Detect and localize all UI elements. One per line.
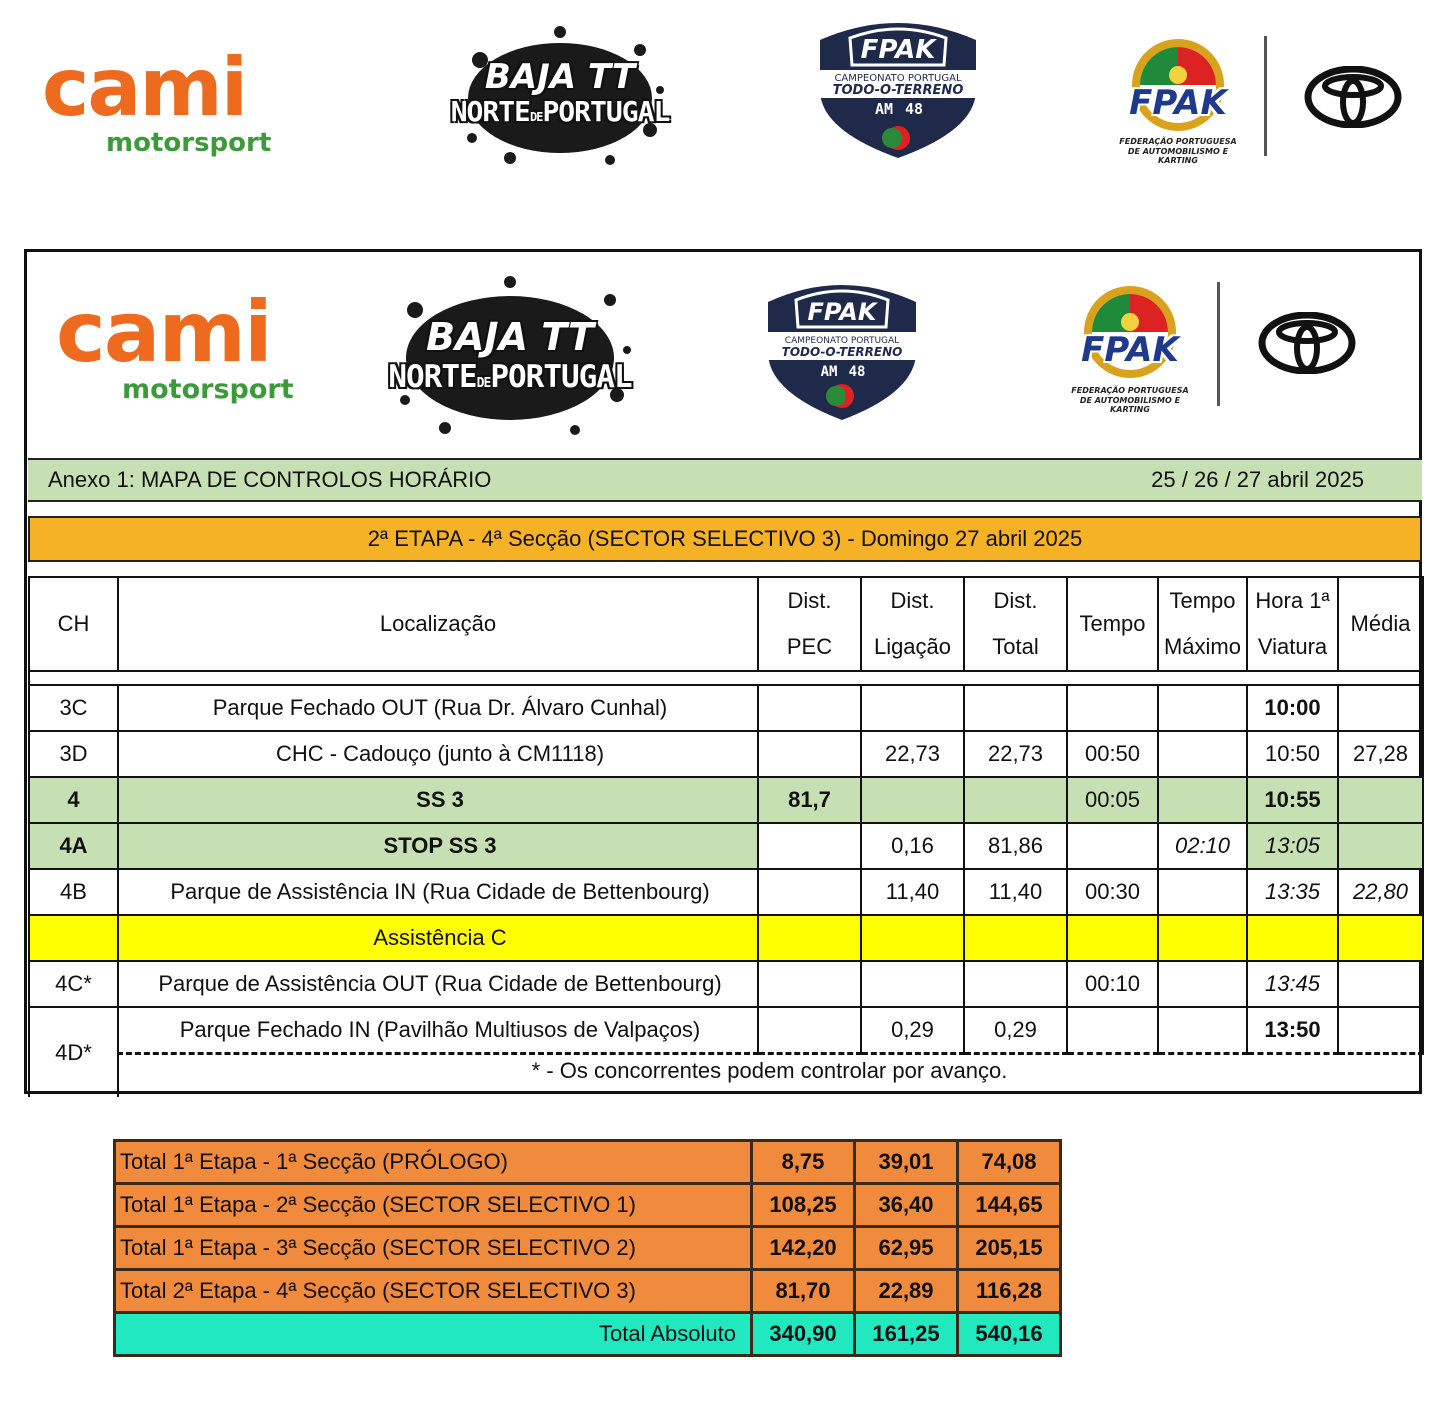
- col-localizacao: Localização: [118, 577, 758, 671]
- table-header-row: [29, 577, 1423, 671]
- totals-lig: 62,95: [856, 1228, 956, 1268]
- cell-lig: [861, 961, 964, 1007]
- totals-pec: 142,20: [753, 1228, 853, 1268]
- cell-pec: [758, 823, 861, 869]
- cell-media: 22,80: [1338, 869, 1423, 915]
- totals-absolute-lig: 161,25: [856, 1314, 956, 1354]
- cell-lig: 0,16: [861, 823, 964, 869]
- cell-pec: [758, 869, 861, 915]
- frame-federation-line2: DE AUTOMOBILISMO E KARTING: [1079, 396, 1181, 415]
- cell-loc: Assistência C: [118, 915, 758, 961]
- frame-federation-logo: [1064, 282, 1196, 415]
- cell-ch: 4C*: [29, 961, 118, 1007]
- table-row: [29, 1007, 1423, 1053]
- cell-pec: [758, 685, 861, 731]
- totals-absolute-row: [116, 1314, 1059, 1354]
- totals-label: Total 1ª Etapa - 2ª Secção (SECTOR SELECTIVO 1): [116, 1185, 750, 1225]
- frame-federation-line1: FEDERAÇÃO PORTUGUESA: [1071, 386, 1189, 395]
- baja-sub-de: DE: [529, 110, 543, 124]
- cell-pec: [758, 1007, 861, 1053]
- frame-logo-divider: [1217, 282, 1220, 406]
- time-control-table: [28, 576, 1424, 1097]
- cell-hora: [1247, 915, 1338, 961]
- cell-hora: 13:05: [1247, 823, 1338, 869]
- col-hora-viatura: [1247, 577, 1338, 671]
- anexo-header: [28, 458, 1422, 502]
- frame-baja-logo: [385, 270, 635, 440]
- cell-lig: 11,40: [861, 869, 964, 915]
- cell-tempo: [1067, 1007, 1158, 1053]
- cell-tot: [964, 777, 1067, 823]
- cell-hora: 10:00: [1247, 685, 1338, 731]
- cell-tempo: 00:50: [1067, 731, 1158, 777]
- fpak-badge-line2: TODO-O-TERRENO: [832, 83, 964, 98]
- cell-media: [1338, 685, 1423, 731]
- cell-hora: 13:45: [1247, 961, 1338, 1007]
- fpak-badge-num: 48: [904, 100, 924, 118]
- baja-title: BAJA TT: [484, 57, 636, 97]
- federation-line2: DE AUTOMOBILISMO E KARTING: [1127, 147, 1229, 166]
- table-spacer: [29, 671, 1423, 685]
- frame-baja-sub-portugal: PORTUGAL: [490, 359, 632, 395]
- cell-loc: CHC - Cadouço (junto à CM1118): [118, 731, 758, 777]
- totals-lig: 22,89: [856, 1271, 956, 1311]
- cell-ch: 4D*: [29, 1007, 118, 1097]
- table-row: [29, 915, 1423, 961]
- etapa-title: 2ª ETAPA - 4ª Secção (SECTOR SELECTIVO 3) - Domingo 27 abril 2025: [367, 526, 1083, 551]
- frame-fpak-line1: CAMPEONATO PORTUGAL: [784, 336, 900, 346]
- cell-max: [1158, 961, 1247, 1007]
- baja-sub-portugal: PORTUGAL: [542, 95, 670, 128]
- totals-table: [113, 1139, 1062, 1357]
- cell-loc: STOP SS 3: [118, 823, 758, 869]
- baja-tt-logo: [450, 20, 670, 170]
- cell-tot: 0,29: [964, 1007, 1067, 1053]
- cell-max: [1158, 731, 1247, 777]
- frame-fpak-line2: TODO-O-TERRENO: [781, 345, 903, 359]
- cell-lig: 0,29: [861, 1007, 964, 1053]
- cell-max: [1158, 685, 1247, 731]
- totals-tot: 205,15: [959, 1228, 1059, 1268]
- totals-label: Total 2ª Etapa - 4ª Secção (SECTOR SELECTIVO 3): [116, 1271, 750, 1311]
- totals-row: [116, 1228, 1059, 1268]
- fpak-badge-am: AM: [874, 100, 894, 118]
- cell-hora: 10:55: [1247, 777, 1338, 823]
- col-media: Média: [1338, 577, 1423, 671]
- cell-ch: 4: [29, 777, 118, 823]
- cell-pec: [758, 915, 861, 961]
- table-row: [29, 823, 1423, 869]
- frame-federation-name: FPAK: [1081, 330, 1179, 370]
- cell-media: 27,28: [1338, 731, 1423, 777]
- cell-tot: [964, 915, 1067, 961]
- col-tempo: Tempo: [1067, 577, 1158, 671]
- frame-fpak-num: 48: [848, 364, 866, 380]
- totals-pec: 108,25: [753, 1185, 853, 1225]
- frame-fpak-badge: [760, 272, 924, 422]
- col-tempo-maximo: [1158, 577, 1247, 671]
- totals-pec: 81,70: [753, 1271, 853, 1311]
- cell-ch: 3D: [29, 731, 118, 777]
- cell-tempo: 00:05: [1067, 777, 1158, 823]
- fpak-federation-logo: [1112, 35, 1244, 166]
- cell-loc: Parque de Assistência OUT (Rua Cidade de Bettenbourg): [118, 961, 758, 1007]
- col-dist-ligacao: [861, 577, 964, 671]
- event-dates: 25 / 26 / 27 abril 2025: [1151, 467, 1364, 492]
- totals-absolute-tot: 540,16: [959, 1314, 1059, 1354]
- totals-absolute-label: Total Absoluto: [116, 1314, 750, 1354]
- cell-hora: 10:50: [1247, 731, 1338, 777]
- cell-hora: 13:50: [1247, 1007, 1338, 1053]
- totals-lig: 36,40: [856, 1185, 956, 1225]
- baja-sub-norte: NORTE: [450, 95, 530, 128]
- cell-tempo: [1067, 915, 1158, 961]
- totals-absolute-pec: 340,90: [753, 1314, 853, 1354]
- col-dist-pec-1: Dist.: [787, 588, 832, 613]
- etapa-banner: [28, 516, 1422, 562]
- baja-subline: [450, 95, 670, 128]
- totals-label: Total 1ª Etapa - 3ª Secção (SECTOR SELECTIVO 2): [116, 1228, 750, 1268]
- col-tempo-maximo-1: Tempo: [1169, 588, 1236, 613]
- totals-tot: 116,28: [959, 1271, 1059, 1311]
- frame-baja-subline: [385, 359, 635, 395]
- cell-lig: [861, 915, 964, 961]
- cell-tot: 81,86: [964, 823, 1067, 869]
- cell-pec: [758, 961, 861, 1007]
- cell-loc: Parque Fechado OUT (Rua Dr. Álvaro Cunhal): [118, 685, 758, 731]
- cell-max: [1158, 915, 1247, 961]
- cell-media: [1338, 1007, 1423, 1053]
- col-dist-ligacao-2: Ligação: [873, 634, 952, 659]
- logo-divider: [1264, 36, 1267, 156]
- cell-tempo: 00:30: [1067, 869, 1158, 915]
- fpak-badge-name: FPAK: [860, 35, 936, 65]
- cell-pec: [758, 731, 861, 777]
- cell-max: [1158, 1007, 1247, 1053]
- fpak-badge-logo: [810, 10, 986, 160]
- totals-tot: 144,65: [959, 1185, 1059, 1225]
- cami-motorsport-logo: [42, 41, 282, 158]
- cell-ch: 4A: [29, 823, 118, 869]
- frame-toyota-logo-icon: [1258, 312, 1356, 374]
- cell-max: 02:10: [1158, 823, 1247, 869]
- frame-fpak-name: FPAK: [807, 298, 877, 326]
- table-row: [29, 869, 1423, 915]
- cell-media: [1338, 823, 1423, 869]
- table-spacer-cell: [29, 671, 1423, 685]
- frame-cami-word: cami: [56, 283, 271, 381]
- cell-max: [1158, 777, 1247, 823]
- federation-name: FPAK: [1129, 83, 1227, 123]
- frame-cami-logo: [56, 283, 306, 410]
- col-tempo-maximo-2: Máximo: [1163, 634, 1241, 659]
- cell-media: [1338, 915, 1423, 961]
- totals-label: Total 1ª Etapa - 1ª Secção (PRÓLOGO): [116, 1142, 750, 1182]
- fpak-badge-line1: CAMPEONATO PORTUGAL: [834, 73, 962, 84]
- col-dist-pec-2: PEC: [786, 634, 833, 659]
- totals-row: [116, 1142, 1059, 1182]
- cell-tot: [964, 685, 1067, 731]
- frame-cami-sub: motorsport: [122, 374, 294, 405]
- cell-ch: [29, 915, 118, 961]
- cell-loc: SS 3: [118, 777, 758, 823]
- frame-fpak-am: AM: [820, 364, 838, 380]
- footnote: * - Os concorrentes podem controlar por avanço.: [531, 1058, 1008, 1083]
- totals-row: [116, 1185, 1059, 1225]
- anexo-title: Anexo 1: MAPA DE CONTROLOS HORÁRIO: [48, 467, 492, 492]
- cell-ch: 3C: [29, 685, 118, 731]
- col-dist-total-2: Total: [992, 634, 1039, 659]
- totals-pec: 8,75: [753, 1142, 853, 1182]
- col-dist-total: [964, 577, 1067, 671]
- cell-tempo: [1067, 685, 1158, 731]
- cami-logo-sub: motorsport: [106, 128, 272, 158]
- totals-lig: 39,01: [856, 1142, 956, 1182]
- col-hora-viatura-2: Viatura: [1257, 634, 1328, 659]
- cell-loc: Parque de Assistência IN (Rua Cidade de Bettenbourg): [118, 869, 758, 915]
- col-ch: CH: [29, 577, 118, 671]
- totals-tot: 74,08: [959, 1142, 1059, 1182]
- toyota-logo-icon: [1304, 66, 1402, 128]
- cell-lig: [861, 685, 964, 731]
- col-dist-total-1: Dist.: [993, 588, 1038, 613]
- cell-media: [1338, 961, 1423, 1007]
- table-row: [29, 777, 1423, 823]
- cell-tot: 11,40: [964, 869, 1067, 915]
- col-dist-ligacao-1: Dist.: [890, 588, 935, 613]
- totals-row: [116, 1271, 1059, 1311]
- table-row: [29, 731, 1423, 777]
- cell-hora: 13:35: [1247, 869, 1338, 915]
- cell-tempo: [1067, 823, 1158, 869]
- cell-tempo: 00:10: [1067, 961, 1158, 1007]
- table-row: [29, 961, 1423, 1007]
- cell-pec: 81,7: [758, 777, 861, 823]
- frame-baja-sub-de: DE: [476, 376, 491, 391]
- cell-ch: 4B: [29, 869, 118, 915]
- table-row: [29, 685, 1423, 731]
- frame-baja-sub-norte: NORTE: [388, 359, 477, 395]
- cell-tot: [964, 961, 1067, 1007]
- col-hora-viatura-1: Hora 1ª: [1255, 588, 1330, 613]
- cell-media: [1338, 777, 1423, 823]
- frame-baja-title: BAJA TT: [426, 315, 594, 359]
- cell-lig: [861, 777, 964, 823]
- col-dist-pec: [758, 577, 861, 671]
- cami-logo-word: cami: [42, 41, 247, 134]
- cell-max: [1158, 869, 1247, 915]
- cell-loc: Parque Fechado IN (Pavilhão Multiusos de Valpaços): [118, 1007, 758, 1053]
- federation-line1: FEDERAÇÃO PORTUGUESA: [1119, 137, 1237, 146]
- cell-lig: 22,73: [861, 731, 964, 777]
- cell-tot: 22,73: [964, 731, 1067, 777]
